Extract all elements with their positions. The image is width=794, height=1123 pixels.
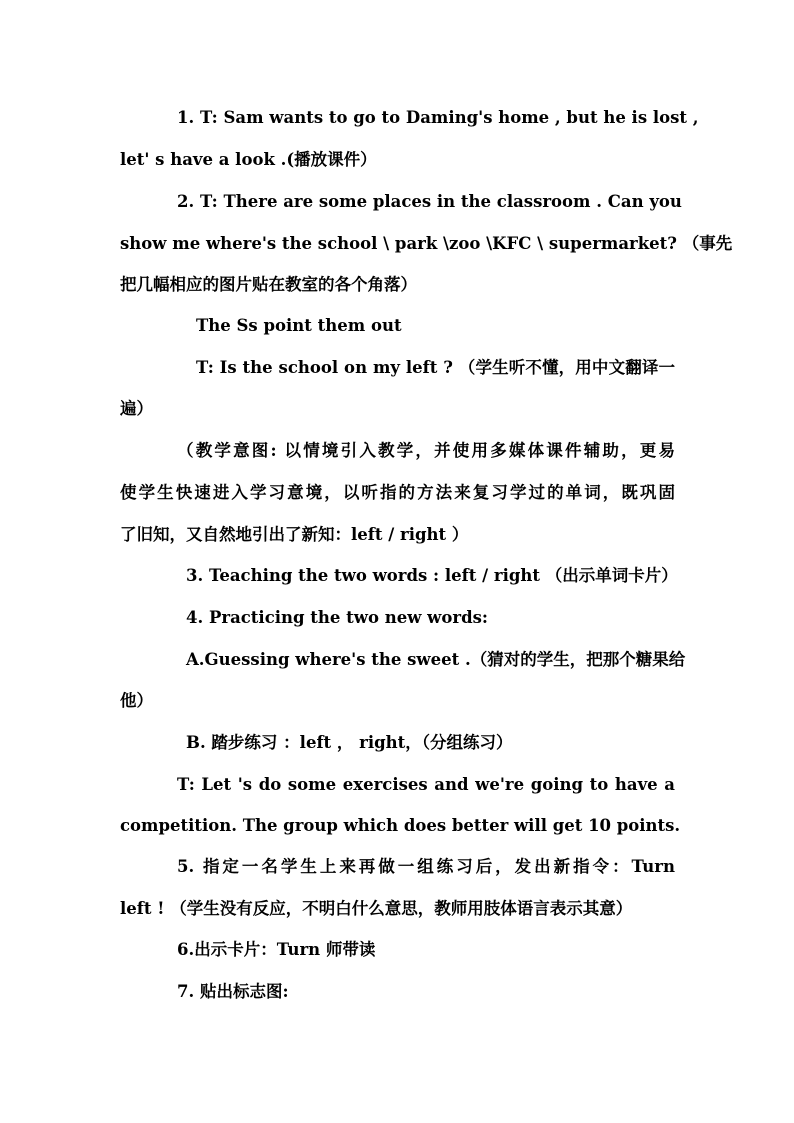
step-1-continuation: let' s have a look .(播放课件） xyxy=(120,150,377,169)
step-2-note: 把几幅相应的图片贴在教室的各个角落） xyxy=(120,275,417,294)
step-1-line: 1. T: Sam wants to go to Daming's home , but he is lost , xyxy=(177,108,699,127)
step-7-line: 7. 贴出标志图: xyxy=(177,982,289,1001)
teacher-question: T: Is the school on my left ? （学生听不懂，用中文翻译一 xyxy=(196,358,675,377)
teaching-intent-continuation: 使学生快速进入学习意境，以听指的方法来复习学过的单词，既巩固 xyxy=(120,483,675,502)
teacher-exercise: T: Let 's do some exercises and we're going to have a xyxy=(177,775,675,794)
teaching-intent: （教学意图: 以情境引入教学，并使用多媒体课件辅助，更易 xyxy=(177,441,675,460)
teaching-intent-end: 了旧知，又自然地引出了新知：left / right ） xyxy=(120,525,469,544)
teacher-exercise-continuation: competition. The group which does better will get 10 points. xyxy=(120,816,681,835)
step-6-line: 6.出示卡片：Turn 师带读 xyxy=(177,940,376,959)
step-4-line: 4. Practicing the two new words: xyxy=(186,608,488,627)
step-3-line: 3. Teaching the two words : left / right （出示单词卡片） xyxy=(186,566,678,585)
students-action: The Ss point them out xyxy=(196,316,402,335)
activity-a-continuation: 他） xyxy=(120,691,153,710)
step-5-line: 5. 指定一名学生上来再做一组练习后，发出新指令：Turn xyxy=(177,857,675,876)
step-2-continuation: show me where's the school \ park \zoo \KFC \ supermarket? （事先 xyxy=(120,234,733,253)
teacher-question-continuation: 遍） xyxy=(120,399,153,418)
step-2-line: 2. T: There are some places in the classroom . Can you xyxy=(177,192,682,211)
activity-b: B. 踏步练习 ：left ， right，（分组练习） xyxy=(186,733,513,752)
activity-a: A.Guessing where's the sweet .（猜对的学生，把那个糖果给 xyxy=(186,650,686,669)
step-5-continuation: left ! （学生没有反应，不明白什么意思，教师用肢体语言表示其意） xyxy=(120,899,633,918)
